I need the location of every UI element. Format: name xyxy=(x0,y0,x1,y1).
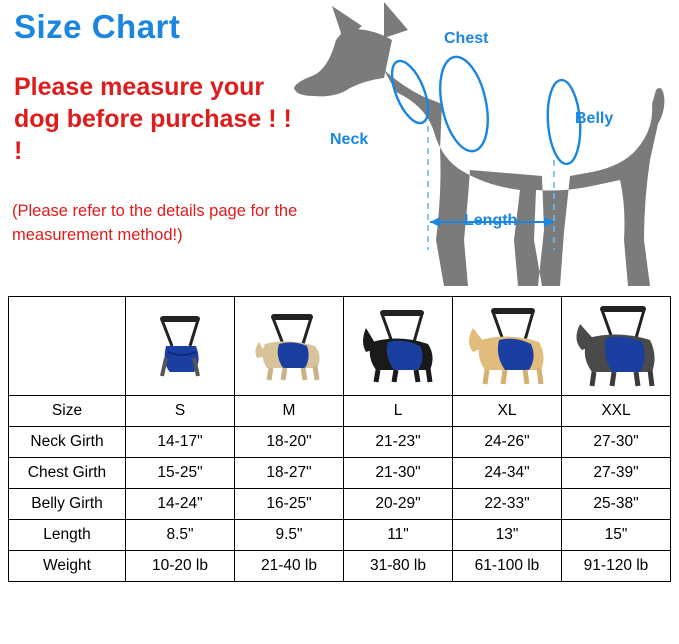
cell: 9.5" xyxy=(235,520,344,551)
cell: 27-30" xyxy=(562,427,671,458)
table-row xyxy=(9,427,671,458)
measurement-note: (Please refer to the details page for the measurement method!) xyxy=(12,202,298,244)
row-label: Chest Girth xyxy=(9,458,126,489)
table-row xyxy=(9,551,671,582)
table-row xyxy=(9,520,671,551)
warning-text: Please measure your dog before purchase ! ! ! xyxy=(14,73,292,165)
photo-row-label xyxy=(9,297,126,396)
row-label: Length xyxy=(9,520,126,551)
cell: 61-100 lb xyxy=(453,551,562,582)
product-photo-xxl xyxy=(562,297,671,396)
cell: 8.5" xyxy=(126,520,235,551)
row-label: Belly Girth xyxy=(9,489,126,520)
cell: 16-25" xyxy=(235,489,344,520)
cell: 18-27" xyxy=(235,458,344,489)
cell: 13" xyxy=(453,520,562,551)
table-row xyxy=(9,458,671,489)
header-section xyxy=(0,0,679,292)
product-photo-s xyxy=(126,297,235,396)
cell: 24-26" xyxy=(453,427,562,458)
cell: 11" xyxy=(344,520,453,551)
row-label: Neck Girth xyxy=(9,427,126,458)
label-length: Length xyxy=(464,212,518,229)
label-belly: Belly xyxy=(575,110,614,127)
cell: XL xyxy=(453,396,562,427)
table-row xyxy=(9,396,671,427)
cell: 21-23" xyxy=(344,427,453,458)
cell: 27-39" xyxy=(562,458,671,489)
dog-diagram xyxy=(292,0,679,292)
size-table xyxy=(8,296,671,582)
cell: 14-17" xyxy=(126,427,235,458)
cell: 31-80 lb xyxy=(344,551,453,582)
cell: 15-25" xyxy=(126,458,235,489)
cell: 20-29" xyxy=(344,489,453,520)
cell: 25-38" xyxy=(562,489,671,520)
cell: 18-20" xyxy=(235,427,344,458)
cell: 15" xyxy=(562,520,671,551)
cell: L xyxy=(344,396,453,427)
product-photo-xl xyxy=(453,297,562,396)
table-row xyxy=(9,489,671,520)
page-title: Size Chart xyxy=(14,8,181,45)
cell: S xyxy=(126,396,235,427)
cell: 21-30" xyxy=(344,458,453,489)
label-chest: Chest xyxy=(444,30,489,47)
row-label: Size xyxy=(9,396,126,427)
row-label: Weight xyxy=(9,551,126,582)
cell: XXL xyxy=(562,396,671,427)
table-row-photos xyxy=(9,297,671,396)
product-photo-l xyxy=(344,297,453,396)
label-neck: Neck xyxy=(330,131,369,148)
product-photo-m xyxy=(235,297,344,396)
cell: M xyxy=(235,396,344,427)
cell: 24-34" xyxy=(453,458,562,489)
cell: 22-33" xyxy=(453,489,562,520)
cell: 10-20 lb xyxy=(126,551,235,582)
cell: 14-24" xyxy=(126,489,235,520)
cell: 21-40 lb xyxy=(235,551,344,582)
cell: 91-120 lb xyxy=(562,551,671,582)
